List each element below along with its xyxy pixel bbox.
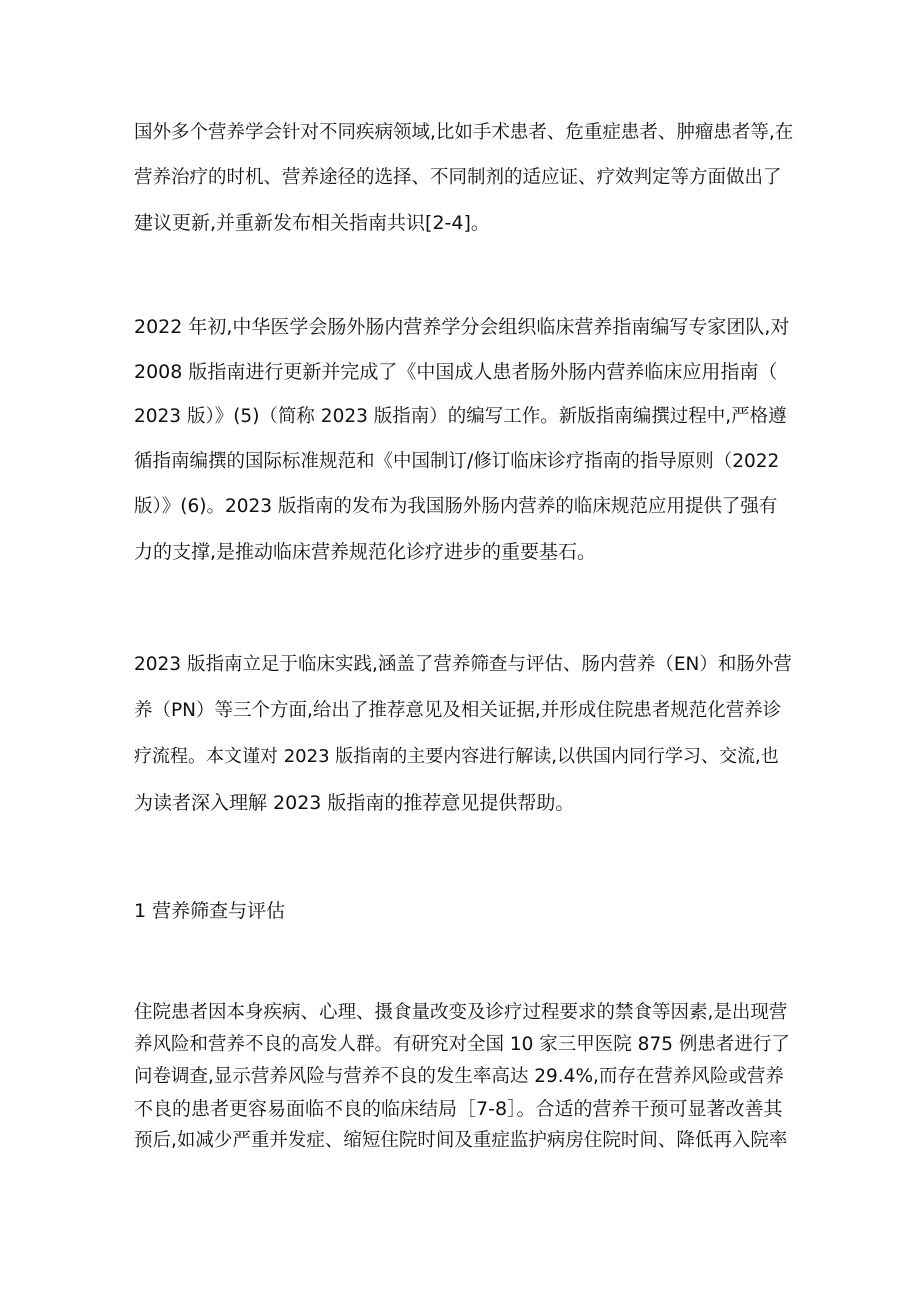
text-line: 2023 版指南立足于临床实践,涵盖了营养筛查与评估、肠内营养（EN）和肠外营 <box>134 654 792 675</box>
text-line: 住院患者因本身疾病、心理、摄食量改变及诊疗过程要求的禁食等因素,是出现营 <box>134 1002 788 1023</box>
text-line: 问卷调查,显示营养风险与营养不良的发生率高达 29.4%,而存在营养风险或营养 <box>134 1066 784 1087</box>
paragraph-screening <box>134 998 794 1158</box>
text-line: 循指南编撰的国际标准规范和《中国制订/修订临床诊疗指南的指导原则（2022 <box>134 451 780 472</box>
text-line: 2008 版指南进行更新并完成了《中国成人患者肠外肠内营养临床应用指南（ <box>134 361 778 383</box>
text-line: 预后,如减少严重并发症、缩短住院时间及重症监护病房住院时间、降低再入院率 <box>134 1130 788 1151</box>
text-line: 国外多个营养学会针对不同疾病领域,比如手术患者、危重症患者、肿瘤患者等,在 <box>134 122 794 143</box>
text-line: 不良的患者更容易面临不良的临床结局［7-8］。合适的营养干预可显著改善其 <box>134 1098 783 1120</box>
section-heading-text: 1 营养筛查与评估 <box>134 900 286 922</box>
text-line: 为读者深入理解 2023 版指南的推荐意见提供帮助。 <box>134 792 575 814</box>
text-line: 力的支撑,是推动临床营养规范化诊疗进步的重要基石。 <box>134 541 597 563</box>
paragraph-guideline-update <box>134 312 794 582</box>
text-line: 2022 年初,中华医学会肠外肠内营养学分会组织临床营养指南编写专家团队,对 <box>134 316 790 338</box>
text-line: 营养治疗的时机、营养途径的选择、不同制剂的适应证、疗效判定等方面做出了 <box>134 167 782 188</box>
text-line: 养（PN）等三个方面,给出了推荐意见及相关证据,并形成住院患者规范化营养诊 <box>134 700 782 721</box>
paragraph-intro <box>134 118 794 253</box>
section-heading <box>134 896 794 926</box>
text-line: 养风险和营养不良的高发人群。有研究对全国 10 家三甲医院 875 例患者进行了 <box>134 1034 790 1055</box>
paragraph-guideline-scope <box>134 650 794 834</box>
text-line: 2023 版）》(5)（简称 2023 版指南）的编写工作。新版指南编撰过程中,严格遵 <box>134 406 787 427</box>
text-line: 疗流程。本文谨对 2023 版指南的主要内容进行解读,以供国内同行学习、交流,也 <box>134 746 779 767</box>
text-line: 建议更新,并重新发布相关指南共识[2-4]。 <box>134 212 490 234</box>
text-line: 版）》(6)。2023 版指南的发布为我国肠外肠内营养的临床规范应用提供了强有 <box>134 496 778 517</box>
